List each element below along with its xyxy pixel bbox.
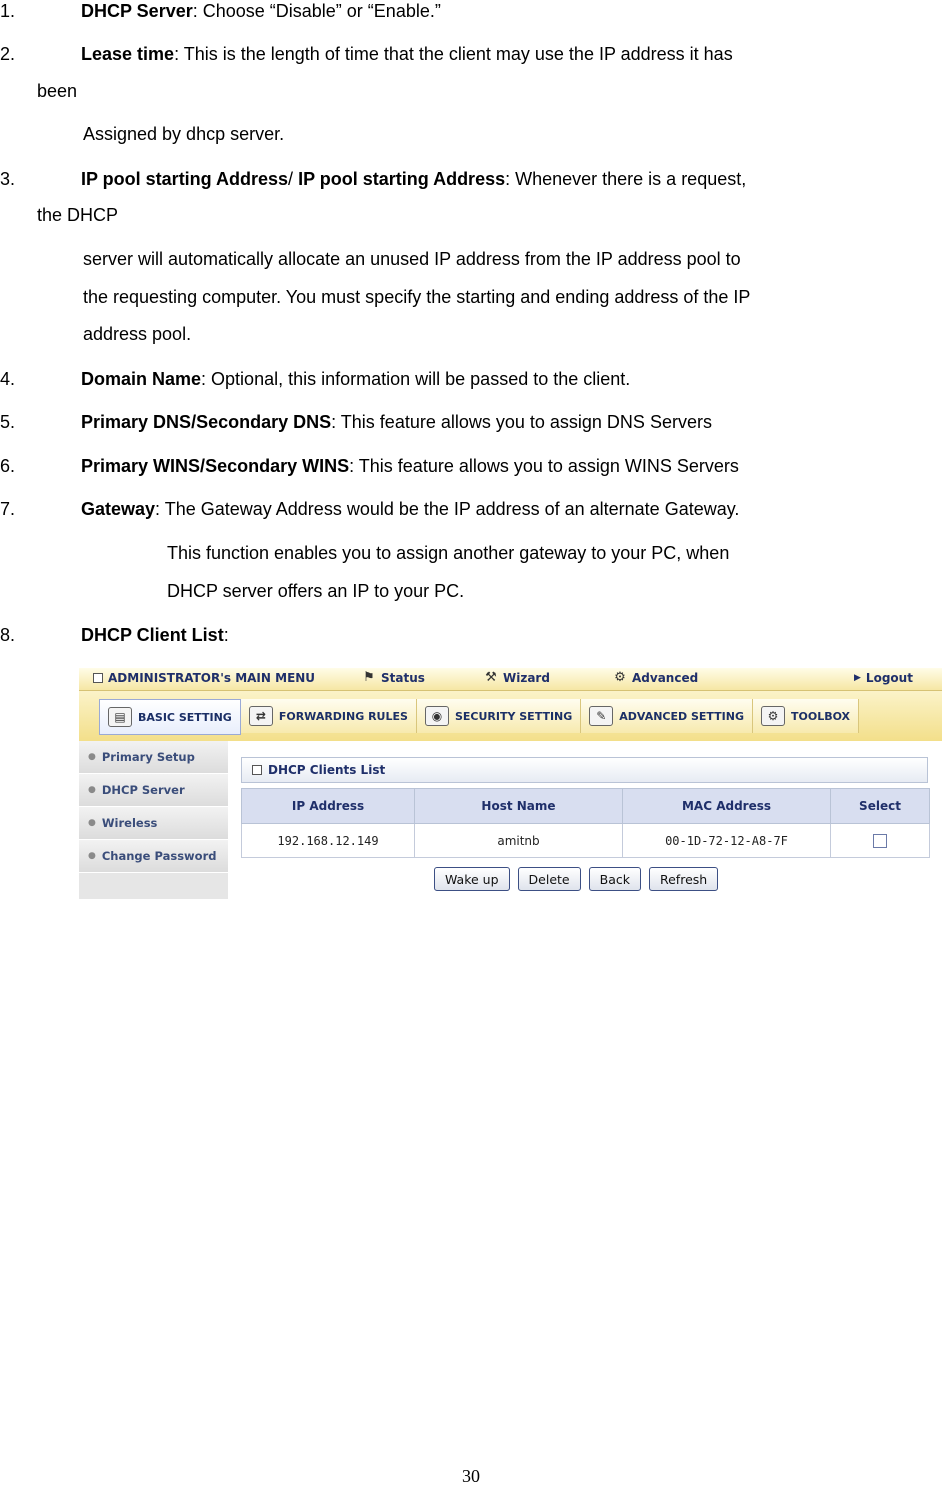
tab-advanced-setting[interactable]: ✎ ADVANCED SETTING xyxy=(581,699,753,733)
router-ui-screenshot xyxy=(79,668,942,899)
sidebar xyxy=(79,741,228,899)
table-header-row xyxy=(242,789,930,824)
toolbox-icon: ⚙ xyxy=(761,706,785,726)
column-header: MAC Address xyxy=(623,789,831,824)
item-term: Gateway xyxy=(81,499,156,519)
tab-basic-setting[interactable]: ▤ BASIC SETTING xyxy=(99,699,241,735)
sidebar-item-wireless[interactable]: ● Wireless xyxy=(79,807,228,840)
back-button[interactable]: Back xyxy=(589,867,641,891)
item-text: : Optional, this information will be passed to the client. xyxy=(201,369,631,389)
bullet-icon: ● xyxy=(88,851,96,861)
sidebar-item-primary-setup[interactable]: ● Primary Setup xyxy=(79,741,228,774)
item-number: 8. xyxy=(0,625,16,645)
item-term: Primary WINS xyxy=(81,456,201,476)
dhcp-clients-table xyxy=(241,788,930,858)
item-number: 1. xyxy=(0,1,16,21)
item-term: DHCP Client List xyxy=(81,625,224,645)
mac-address-cell: 00-1D-72-12-A8-7F xyxy=(623,824,831,858)
item-term: DHCP Server xyxy=(81,1,193,21)
item-extra-line: This function enables you to assign another gateway to your PC, when xyxy=(167,543,730,563)
column-header: IP Address xyxy=(242,789,415,824)
item-number: 2. xyxy=(0,44,16,64)
item-text: : Whenever there is a request, xyxy=(505,169,747,189)
delete-button[interactable]: Delete xyxy=(518,867,581,891)
main-menu-title: ADMINISTRATOR's MAIN MENU xyxy=(93,671,315,685)
item-term-2: IP pool starting Address xyxy=(298,169,506,189)
panel-header xyxy=(241,757,928,783)
wizard-icon: ⚒ xyxy=(485,670,497,685)
forwarding-icon: ⇄ xyxy=(249,706,273,726)
item-number: 3. xyxy=(0,169,16,189)
item-text: : Choose “Disable” or “Enable.” xyxy=(192,1,441,21)
column-header: Host Name xyxy=(415,789,623,824)
dhcp-clients-panel xyxy=(241,757,930,899)
panel-title: DHCP Clients List xyxy=(268,763,386,777)
item-text: : xyxy=(223,625,229,645)
item-number: 5. xyxy=(0,412,16,432)
item-text: : The Gateway Address would be the IP address of an alternate Gateway. xyxy=(155,499,740,519)
sidebar-item-change-password[interactable]: ● Change Password xyxy=(79,840,228,873)
item-term: Lease time xyxy=(81,44,175,64)
item-term: Domain Name xyxy=(81,369,202,389)
item-extra-line: address pool. xyxy=(83,324,192,344)
tab-toolbox[interactable]: ⚙ TOOLBOX xyxy=(753,699,859,733)
tab-forwarding-rules[interactable]: ⇄ FORWARDING RULES xyxy=(241,699,417,733)
top-menu-bar xyxy=(79,668,942,691)
sidebar-item-dhcp-server[interactable]: ● DHCP Server xyxy=(79,774,228,807)
advanced-menu-link[interactable]: ⚙ Advanced xyxy=(614,670,699,685)
menu-square-icon xyxy=(93,673,103,683)
host-name-cell: amitnb xyxy=(415,824,623,858)
advanced-setting-icon: ✎ xyxy=(589,706,613,726)
item-extra-line: DHCP server offers an IP to your PC. xyxy=(167,581,465,601)
item-number: 6. xyxy=(0,456,16,476)
table-row xyxy=(242,824,930,858)
select-checkbox[interactable] xyxy=(873,834,887,848)
item-text: : This is the length of time that the client may use the IP address it has xyxy=(174,44,733,64)
bullet-icon: ● xyxy=(88,785,96,795)
item-term-2: Secondary WINS xyxy=(205,456,350,476)
item-term: IP pool starting Address xyxy=(81,169,289,189)
arrow-right-icon: ▶ xyxy=(854,673,861,683)
main-tab-bar xyxy=(79,691,942,741)
bullet-icon: ● xyxy=(88,818,96,828)
security-icon: ◉ xyxy=(425,706,449,726)
item-extra-line: the requesting computer. You must specify the starting and ending address of the IP xyxy=(83,287,751,307)
item-extra-line: server will automatically allocate an unused IP address from the IP address pool to xyxy=(83,249,741,269)
page-number: 30 xyxy=(462,1466,480,1486)
status-menu-link[interactable]: ⚑ Status xyxy=(363,670,425,685)
status-icon: ⚑ xyxy=(363,670,375,685)
ip-address-cell: 192.168.12.149 xyxy=(242,824,415,858)
item-text: : This feature allows you to assign WINS Servers xyxy=(349,456,739,476)
item-term-2: Secondary DNS xyxy=(196,412,332,432)
logout-menu-link[interactable]: ▶ Logout xyxy=(854,671,913,685)
item-number: 7. xyxy=(0,499,16,519)
wizard-menu-link[interactable]: ⚒ Wizard xyxy=(485,670,550,685)
advanced-icon: ⚙ xyxy=(614,670,626,685)
select-cell xyxy=(831,824,930,858)
tab-security-setting[interactable]: ◉ SECURITY SETTING xyxy=(417,699,581,733)
item-text: : This feature allows you to assign DNS Servers xyxy=(331,412,712,432)
item-continuation: the DHCP xyxy=(37,205,119,225)
book-icon: ▤ xyxy=(108,707,132,727)
action-buttons xyxy=(434,867,718,891)
item-term: Primary DNS xyxy=(81,412,192,432)
column-header: Select xyxy=(831,789,930,824)
refresh-button[interactable]: Refresh xyxy=(649,867,718,891)
panel-square-icon xyxy=(252,765,262,775)
bullet-icon: ● xyxy=(88,752,96,762)
item-continuation: been xyxy=(37,81,78,101)
item-number: 4. xyxy=(0,369,16,389)
item-extra: Assigned by dhcp server. xyxy=(83,124,285,144)
wake-up-button[interactable]: Wake up xyxy=(434,867,510,891)
